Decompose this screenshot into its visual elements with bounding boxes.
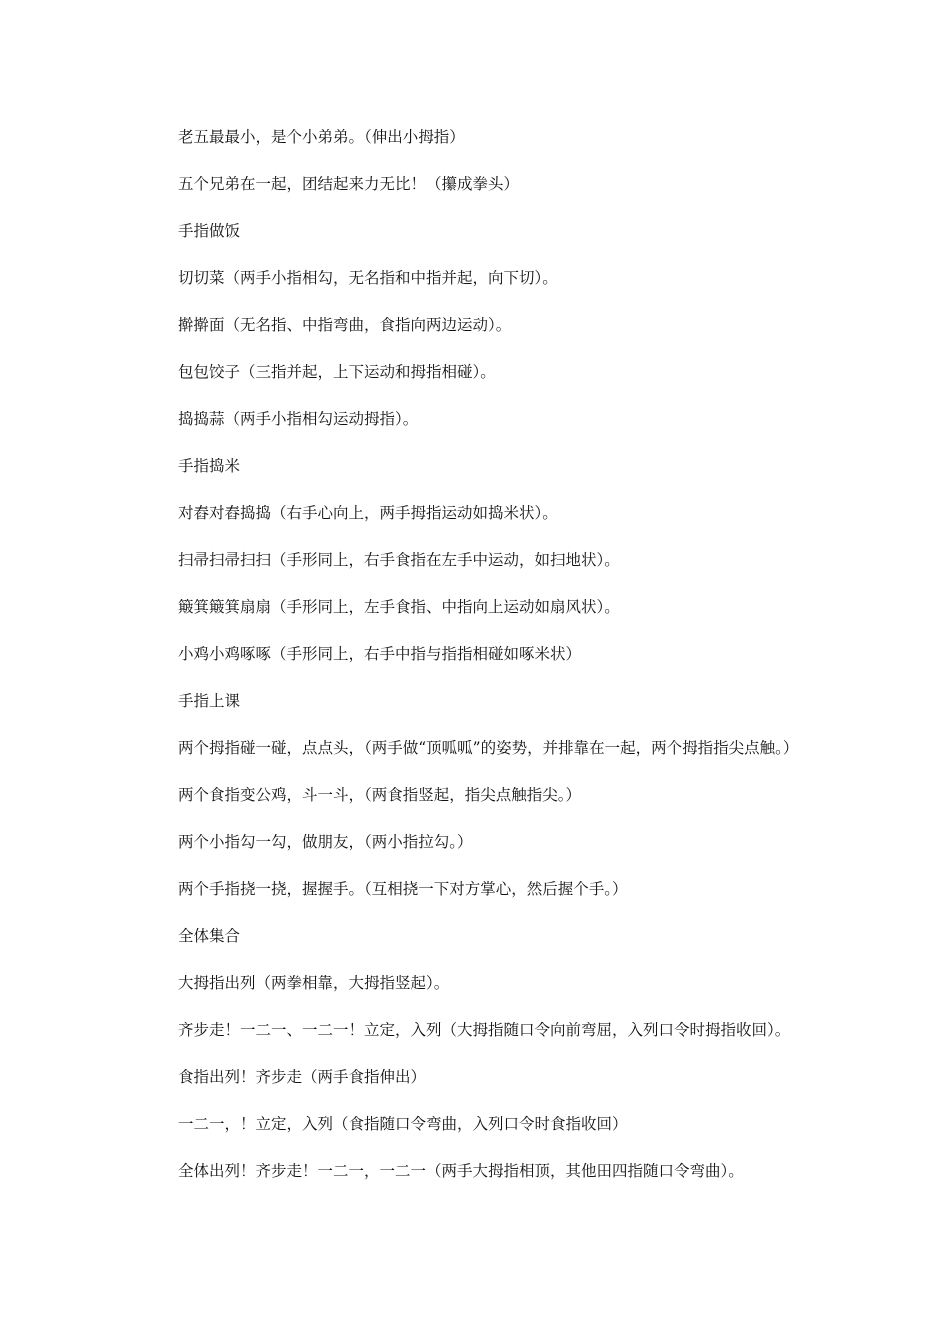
- paragraph-19: 大拇指出列（两拳相靠，大拇指竖起）。: [178, 974, 450, 992]
- paragraph-16: 两个小指勾一勾，做朋友，（两小指拉勾。）: [178, 833, 473, 851]
- paragraph-22: 一二一，！立定，入列（食指随口令弯曲，入列口令时食指收回）: [178, 1115, 628, 1133]
- paragraph-14: 两个拇指碰一碰，点点头，（两手做“顶呱呱”的姿势，并排靠在一起，两个拇指指尖点触。）: [178, 739, 799, 757]
- paragraph-20: 齐步走！一二一、一二一！立定，入列（大拇指随口令向前弯屈，入列口令时拇指收回）。: [178, 1021, 791, 1039]
- paragraph-2: 五个兄弟在一起，团结起来力无比！（攥成拳头）: [178, 175, 520, 193]
- paragraph-9: 对舂对舂捣捣（右手心向上，两手拇指运动如捣米状）。: [178, 504, 558, 522]
- paragraph-11: 簸箕簸箕扇扇（手形同上，左手食指、中指向上运动如扇风状）。: [178, 598, 620, 616]
- section-heading-assemble: 全体集合: [178, 927, 241, 945]
- paragraph-5: 擀擀面（无名指、中指弯曲，食指向两边运动）。: [178, 316, 512, 334]
- paragraph-7: 捣捣蒜（两手小指相勾运动拇指）。: [178, 410, 419, 428]
- section-heading-finger-class: 手指上课: [178, 692, 241, 710]
- section-heading-finger-cooking: 手指做饭: [178, 222, 241, 240]
- paragraph-12: 小鸡小鸡啄啄（手形同上，右手中指与指指相碰如啄米状）: [178, 645, 582, 663]
- paragraph-4: 切切菜（两手小指相勾，无名指和中指并起，向下切）。: [178, 269, 558, 287]
- paragraph-23: 全体出列！齐步走！一二一，一二一（两手大拇指相顶，其他田四指随口令弯曲）。: [178, 1162, 744, 1180]
- section-heading-finger-pounding-rice: 手指捣米: [178, 457, 241, 475]
- paragraph-10: 扫帚扫帚扫扫（手形同上，右手食指在左手中运动，如扫地状）。: [178, 551, 620, 569]
- paragraph-15: 两个食指变公鸡，斗一斗，（两食指竖起，指尖点触指尖。）: [178, 786, 582, 804]
- paragraph-17: 两个手指挠一挠，握握手。（互相挠一下对方掌心，然后握个手。）: [178, 880, 628, 898]
- paragraph-6: 包包饺子（三指并起，上下运动和拇指相碰）。: [178, 363, 496, 381]
- document-body: [144, 122, 810, 1203]
- paragraph-21: 食指出列！齐步走（两手食指伸出）: [178, 1068, 427, 1086]
- paragraph-1: 老五最最小，是个小弟弟。（伸出小拇指）: [178, 128, 465, 146]
